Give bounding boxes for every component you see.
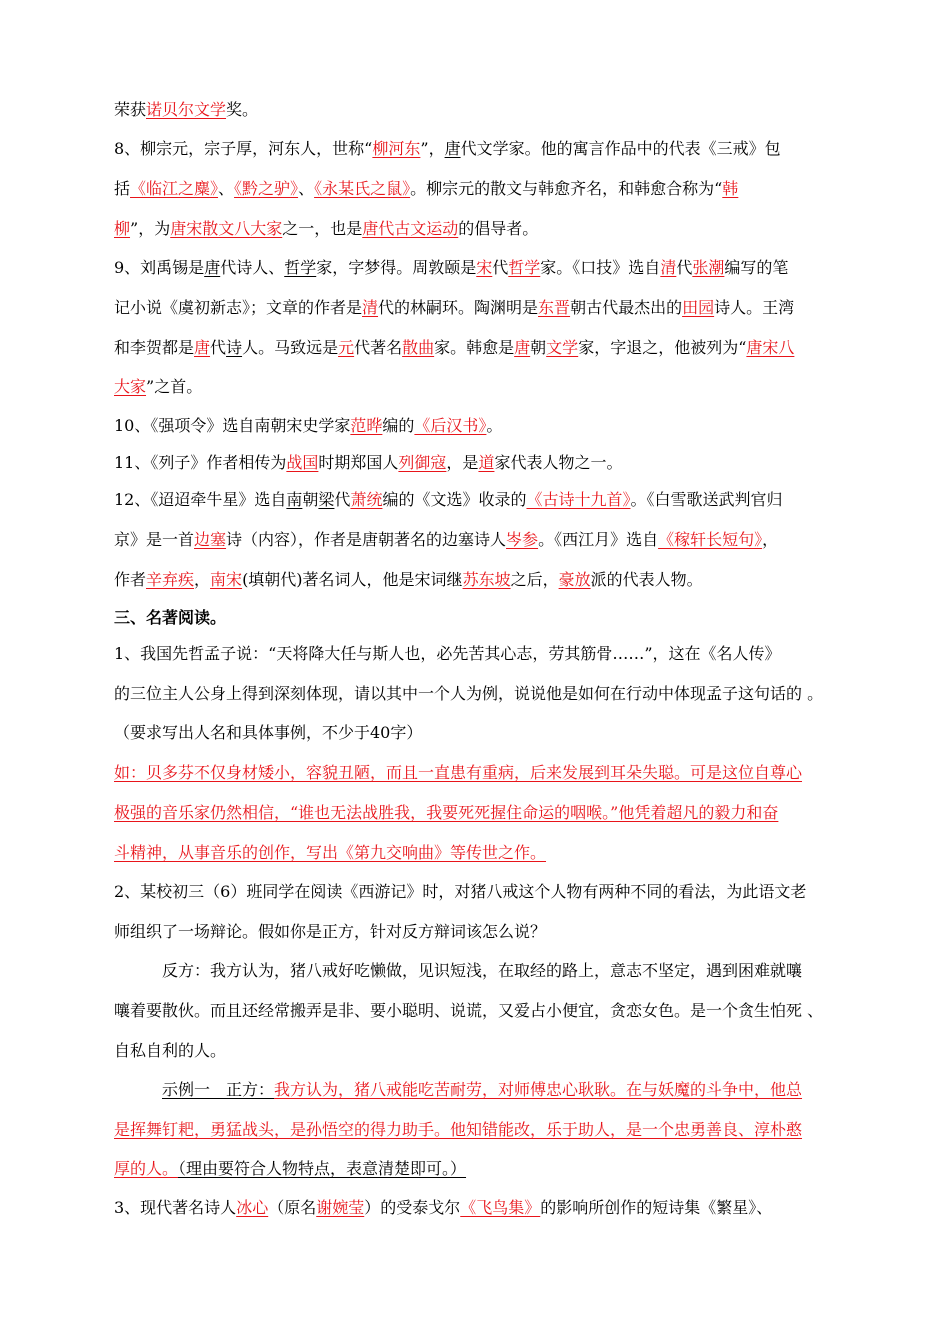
answer-line	[114, 801, 840, 825]
answer-text: 边塞	[194, 530, 227, 549]
answer-text: 唐宋散文八大家	[170, 219, 283, 238]
answer-text: 《古诗十九首》	[526, 490, 631, 509]
answer-text: 宋	[476, 258, 493, 277]
text-segment: 反方：我方认为，猪八戒好吃懒做，见识短浅，在取经的路上，意志不坚定，遇到困难就嚷	[162, 961, 803, 980]
answer-text: 哲学	[508, 258, 541, 277]
text-segment: 派的代表人物。	[590, 570, 703, 589]
text-segment: 人。马致远是	[242, 338, 339, 357]
text-segment: 。	[486, 416, 503, 435]
text-line	[114, 336, 840, 360]
text-segment: 12、《迢迢牵牛星》选自	[114, 490, 287, 509]
text-line	[114, 568, 840, 592]
text-segment: 师组织了一场辩论。假如你是正方，针对反方辩词该怎么说？	[114, 922, 547, 941]
text-segment: ”之首。	[146, 377, 203, 396]
underlined-text: 唐	[204, 258, 221, 277]
answer-text: 萧统	[350, 490, 383, 509]
answer-text: 张潮	[692, 258, 725, 277]
answer-line	[114, 841, 840, 865]
answer-text: 谢婉莹	[316, 1198, 365, 1217]
text-segment: ，	[762, 530, 779, 549]
text-segment: 诗（内容），作者是唐朝著名的边塞诗人	[226, 530, 507, 549]
underlined-text: 诗	[226, 338, 243, 357]
text-line	[114, 721, 840, 745]
text-segment: 作者	[114, 570, 147, 589]
text-segment: 编的	[382, 416, 415, 435]
text-segment: 8、柳宗元，宗子厚，河东人，世称“	[114, 139, 373, 158]
answer-text: 元	[338, 338, 355, 357]
answer-text: 韩	[722, 179, 739, 198]
answer-text: 范晔	[350, 416, 383, 435]
text-segment: 代的林嗣环。陶渊明是	[378, 298, 539, 317]
text-line	[114, 920, 840, 944]
answer-text: 苏东坡	[462, 570, 511, 589]
text-segment: 代	[492, 258, 509, 277]
text-segment: 、	[298, 179, 315, 198]
answer-text: 《稼轩长短句》	[658, 530, 763, 549]
text-segment: 的倡导者。	[458, 219, 539, 238]
text-segment: 编写的笔	[724, 258, 789, 277]
answer-text: 《临江之麋》	[130, 179, 219, 198]
text-line	[114, 451, 840, 475]
answer-text: 柳河东	[372, 139, 421, 158]
answer-line	[114, 761, 840, 785]
answer-text: 极强的音乐家仍然相信，“谁也无法战胜我，我要死死握住命运的咽喉。”他凭着超凡的毅力和奋	[114, 803, 779, 822]
text-line	[114, 296, 840, 320]
text-segment: 朝	[302, 490, 319, 509]
text-segment: 。《白雪歌送武判官归	[630, 490, 783, 509]
text-segment: 家。韩愈是	[434, 338, 515, 357]
text-segment: 1、我国先哲孟子说：“天将降大任与斯人也，必先苦其心志，劳其筋骨……”，这在《名人传》	[114, 644, 781, 663]
text-segment: 和李贺都是	[114, 338, 195, 357]
answer-text: 冰心	[236, 1198, 269, 1217]
answer-text: 战国	[286, 453, 319, 472]
text-line	[114, 1039, 840, 1063]
text-line	[114, 256, 840, 280]
text-segment: 代	[334, 490, 351, 509]
answer-text: 《黔之驴》	[234, 179, 299, 198]
text-segment: 家代表人物之一。	[494, 453, 623, 472]
text-segment: 之后，	[510, 570, 559, 589]
text-line	[114, 682, 840, 706]
answer-text: 唐宋八	[746, 338, 795, 357]
answer-text: 《后汉书》	[414, 416, 487, 435]
answer-text: 斗精神，从事音乐的创作，写出《第九交响曲》等传世之作。	[114, 843, 547, 862]
text-line	[114, 375, 840, 399]
answer-text: 唐代古文运动	[362, 219, 459, 238]
text-segment: 11、《列子》作者相传为	[114, 453, 287, 472]
text-segment: 。《西江月》选自	[538, 530, 659, 549]
text-segment: 括	[114, 179, 131, 198]
text-segment: 记小说《虞初新志》；文章的作者是	[114, 298, 363, 317]
text-line	[114, 1196, 840, 1220]
text-line	[114, 488, 840, 512]
text-segment: (填朝代)著名词人，他是宋词继	[242, 570, 463, 589]
text-line	[114, 177, 840, 201]
text-line	[162, 959, 888, 983]
text-segment: ”，为	[130, 219, 171, 238]
text-segment: 10、《强项令》选自南朝宋史学家	[114, 416, 351, 435]
text-segment: ，是	[446, 453, 479, 472]
text-segment: ）的受泰戈尔	[364, 1198, 461, 1217]
text-segment: 代文学家。他的寓言作品中的代表《三戒》包	[460, 139, 781, 158]
text-segment: 京》是一首	[114, 530, 195, 549]
answer-text: 岑参	[506, 530, 539, 549]
answer-text: 散曲	[402, 338, 435, 357]
answer-text: 东晋	[538, 298, 571, 317]
text-line	[114, 217, 840, 241]
text-segment: 的三位主人公身上得到深刻体现，请以其中一个人为例，说说他是如何在行动中体现孟子这句话的 。	[114, 684, 824, 703]
section-heading	[114, 606, 840, 630]
answer-text: 列御寇	[398, 453, 447, 472]
text-segment: 2、某校初三（6）班同学在阅读《西游记》时，对猪八戒这个人物有两种不同的看法，为此语文老	[114, 882, 807, 901]
underlined-text: 梁	[318, 490, 335, 509]
answer-text: 田园	[682, 298, 715, 317]
text-segment: 嚷着要散伙。而且还经常搬弄是非、要小聪明、说谎，又爱占小便宜，贪恋女色。是一个贪生怕死 、	[114, 1001, 824, 1020]
text-segment: 代诗人、	[220, 258, 285, 277]
answer-text: 清	[362, 298, 379, 317]
answer-text: 豪放	[558, 570, 591, 589]
text-segment: 朝	[530, 338, 547, 357]
text-segment: 编的《文选》收录的	[382, 490, 527, 509]
text-segment: （原名	[268, 1198, 317, 1217]
answer-text: 诺贝尔文学	[146, 100, 227, 119]
answer-text: 南宋	[210, 570, 243, 589]
underlined-text: 示例一 正方：	[162, 1080, 275, 1099]
text-segment: 的影响所创作的短诗集《繁星》、	[540, 1198, 773, 1217]
answer-text: 柳	[114, 219, 131, 238]
underlined-text: （理由要符合人物特点，表意清楚即可。）	[178, 1159, 467, 1178]
text-segment: 荣获	[114, 100, 147, 119]
answer-text: 唐	[194, 338, 211, 357]
text-segment: 朝古代最杰出的	[570, 298, 683, 317]
answer-text: 大家	[114, 377, 147, 396]
text-segment: 家，字梦得。周敦颐是	[316, 258, 477, 277]
answer-text: 厚的人。	[114, 1159, 179, 1178]
text-segment: 、	[218, 179, 235, 198]
underlined-text: 南	[286, 490, 303, 509]
text-segment: （要求写出人名和具体事例，不少于40字）	[114, 723, 423, 742]
answer-text: 唐	[514, 338, 531, 357]
text-segment: 之一，也是	[282, 219, 363, 238]
text-line	[114, 98, 840, 122]
answer-text: 清	[660, 258, 677, 277]
answer-line	[114, 1118, 840, 1142]
answer-text: 道	[478, 453, 495, 472]
text-line	[114, 642, 840, 666]
answer-text: 我方认为，猪八戒能吃苦耐劳，对师傅忠心耿耿。在与妖魔的斗争中，他总	[274, 1080, 803, 1099]
answer-text: 《永某氏之鼠》	[314, 179, 411, 198]
answer-text: 文学	[546, 338, 579, 357]
text-segment: 家，字退之，他被列为“	[578, 338, 747, 357]
text-segment: 代	[210, 338, 227, 357]
text-line	[114, 414, 840, 438]
answer-text: 如：贝多芬不仅身材矮小，容貌丑陋，而且一直患有重病，后来发展到耳朵失聪。可是这位自尊心	[114, 763, 803, 782]
text-segment: 诗人。王湾	[714, 298, 795, 317]
text-segment: 奖。	[226, 100, 259, 119]
underlined-text: 哲学	[284, 258, 317, 277]
answer-line	[114, 1157, 840, 1181]
text-segment: 3、现代著名诗人	[114, 1198, 237, 1217]
answer-text: 《飞鸟集》	[460, 1198, 541, 1217]
text-segment: 代著名	[354, 338, 403, 357]
answer-text: 是挥舞钉耙，勇猛战头，是孙悟空的得力助手。他知错能改，乐于助人，是一个忠勇善良、淳朴憨	[114, 1120, 803, 1139]
text-segment: 三、名著阅读。	[114, 608, 227, 627]
text-segment: 家。《口技》选自	[540, 258, 661, 277]
text-segment: ，	[194, 570, 211, 589]
text-line	[114, 528, 840, 552]
text-segment: 时期郑国人	[318, 453, 399, 472]
text-line	[114, 880, 840, 904]
text-segment: 自私自利的人。	[114, 1041, 227, 1060]
text-segment: 。柳宗元的散文与韩愈齐名，和韩愈合称为“	[410, 179, 723, 198]
text-segment: ”，	[420, 139, 445, 158]
text-segment: 代	[676, 258, 693, 277]
answer-line	[162, 1078, 888, 1102]
text-segment: 9、刘禹锡是	[114, 258, 205, 277]
text-line	[114, 137, 840, 161]
text-line	[114, 999, 840, 1023]
underlined-text: 唐	[444, 139, 461, 158]
answer-text: 辛弃疾	[146, 570, 195, 589]
